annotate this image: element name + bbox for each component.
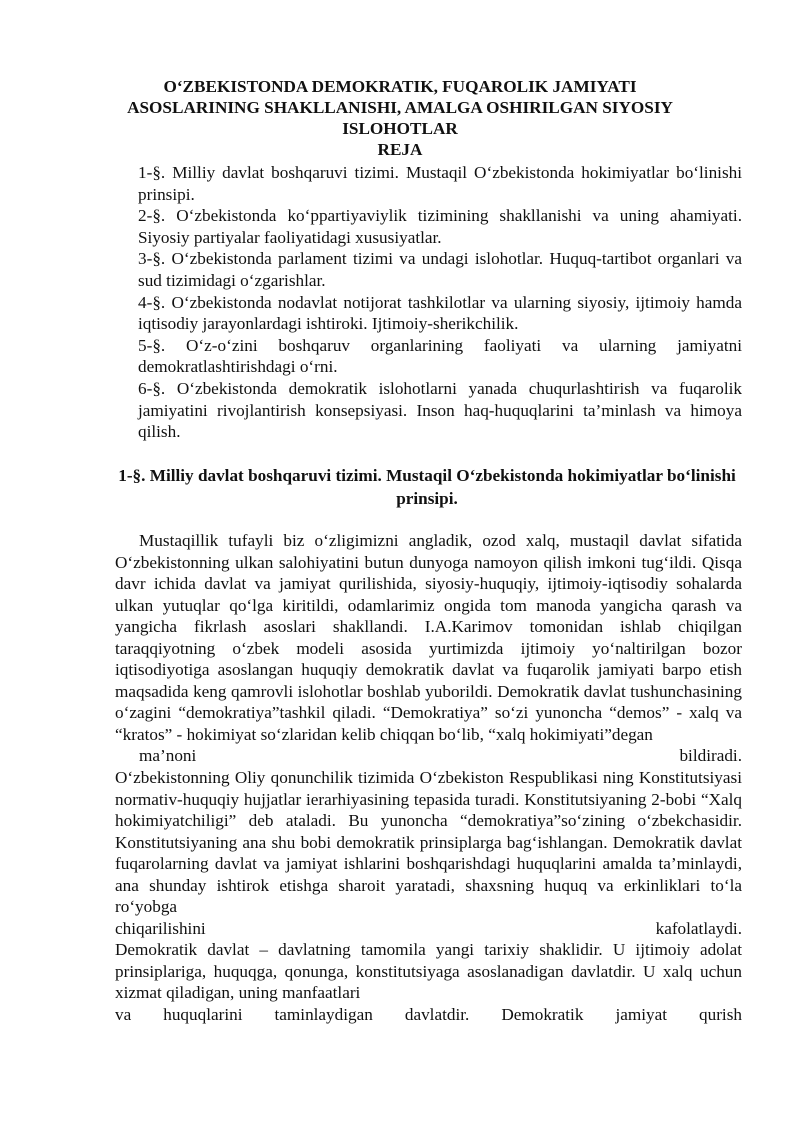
title-line-3: ISLOHOTLAR [342, 119, 458, 138]
paragraph-2-last-line: chiqarilishini kafolatlaydi. [115, 918, 742, 938]
plan-list [138, 162, 742, 443]
paragraph-1-last-line: ma’noni bildiradi. [139, 746, 742, 766]
paragraph-2 [115, 767, 742, 939]
plan-item-2: 2-§. O‘zbekistonda ko‘ppartiyaviylik tizimining shakllanishi va uning ahamiyati. Siyosiy partiyalar faoliyatidagi xususiyatlar. [138, 206, 742, 247]
plan-item-1: 1-§. Milliy davlat boshqaruvi tizimi. Mustaqil O‘zbekistonda hokimiyatlar bo‘linishi prinsipi. [138, 163, 742, 204]
plan-item-3: 3-§. O‘zbekistonda parlament tizimi va undagi islohotlar. Huquq-tartibot organlari va sud tizimidagi o‘zgarishlar. [138, 249, 742, 290]
paragraph-3 [115, 939, 742, 1025]
paragraph-2-text: O‘zbekistonning Oliy qonunchilik tizimida O‘zbekiston Respublikasi ning Konstitutsiyasi normativ-huquqiy hujjatlar ierarhiyasining tepasida turadi. Konstitutsiyaning 2-bobi “Xalq hokimiyatchiligi” deb ataladi. Bu yunoncha “demokratiya”so‘zining o‘zbekchasidir. Konstitutsiyaning ana shu bobi demokratik prinsiplarga bag‘ishlangan. Demokratik davlat fuqarolarning davlat va jamiyat ishlarini boshqarishdagi huquqlarini amalda ta’minlaydi, ana shunday ishtirok etishga sharoit yaratadi, shaxsning huquq va erkinliklari to‘la ro‘yobga [115, 768, 742, 917]
plan-item-6: 6-§. O‘zbekistonda demokratik islohotlarni yanada chuqurlashtirish va fuqarolik jamiyatini rivojlantirish konsepsiyasi. Inson haq-huquqlarini ta’minlash va himoya qilish. [138, 378, 742, 442]
body-text [115, 530, 742, 1026]
plan-item-4: 4-§. O‘zbekistonda nodavlat notijorat tashkilotlar va ularning siyosiy, ijtimoiy hamda iqtisodiy jarayonlardagi ishtiroki. Ijtimoiy-sherikchilik. [138, 292, 742, 334]
paragraph-3-text: Demokratik davlat – davlatning tamomila yangi tarixiy shaklidir. U ijtimoiy adolat prinsiplariga, huquqga, qonunga, konstitutsiyaga asoslanadigan davlatdir. U xalq uchun xizmat qiladigan, uning manfaatlari [115, 940, 742, 1003]
plan-label: REJA [377, 140, 423, 159]
paragraph-1-text: Mustaqillik tufayli biz o‘zligimizni angladik, ozod xalq, mustaqil davlat sifatida O‘zbekistonning ulkan salohiyatini butun dunyoga namoyon qilish imkoni tug‘ildi. Qisqa davr ichida davlat va jamiyat qurilishida, siyosiy-huquqiy, ijtimoiy-iqtisodiy sohalarda ulkan yutuqlar qo‘lga kiritildi, odamlarimiz ongida tom manoda yangicha qarash va yangicha fikrlash asoslari shakllandi. I.A.Karimov tomonidan ishlab chiqilgan taraqqiyotning o‘zbek modeli asosida yurtimizda ijtimoiy yo‘naltirilgan bozor iqtisodiyotiga asoslangan huquqiy demokratik davlat va fuqarolik jamiyati barpo etish maqsadida keng qamrovli islohotlar boshlab yuborildi. Demokratik davlat tushunchasining o‘zagini “demokratiya”tashkil qiladi. “Demokratiya” so‘zi yunoncha “demos” - xalq va “kratos” - hokimiyat so‘zlaridan kelib chiqqan bo‘lib, “xalq hokimiyati”degan [115, 531, 742, 744]
paragraph-3-last-line: va huquqlarini taminlaydigan davlatdir. Demokratik jamiyat qurish [115, 1005, 742, 1025]
plan-item-5: 5-§. O‘z-o‘zini boshqaruv organlarining faoliyati va ularning jamiyatni demokratlashtirishdagi o‘rni. [138, 335, 742, 377]
paragraph-1 [115, 530, 742, 767]
section-heading: 1-§. Milliy davlat boshqaruvi tizimi. Mustaqil O‘zbekistonda hokimiyatlar bo‘linishi prinsipi. [118, 466, 736, 508]
document-title [100, 76, 700, 160]
title-line-1: O‘ZBEKISTONDA DEMOKRATIK, FUQAROLIK JAMIYATI [163, 77, 637, 96]
title-line-2: ASOSLARINING SHAKLLANISHI, AMALGA OSHIRILGAN SIYOSIY [127, 98, 673, 117]
